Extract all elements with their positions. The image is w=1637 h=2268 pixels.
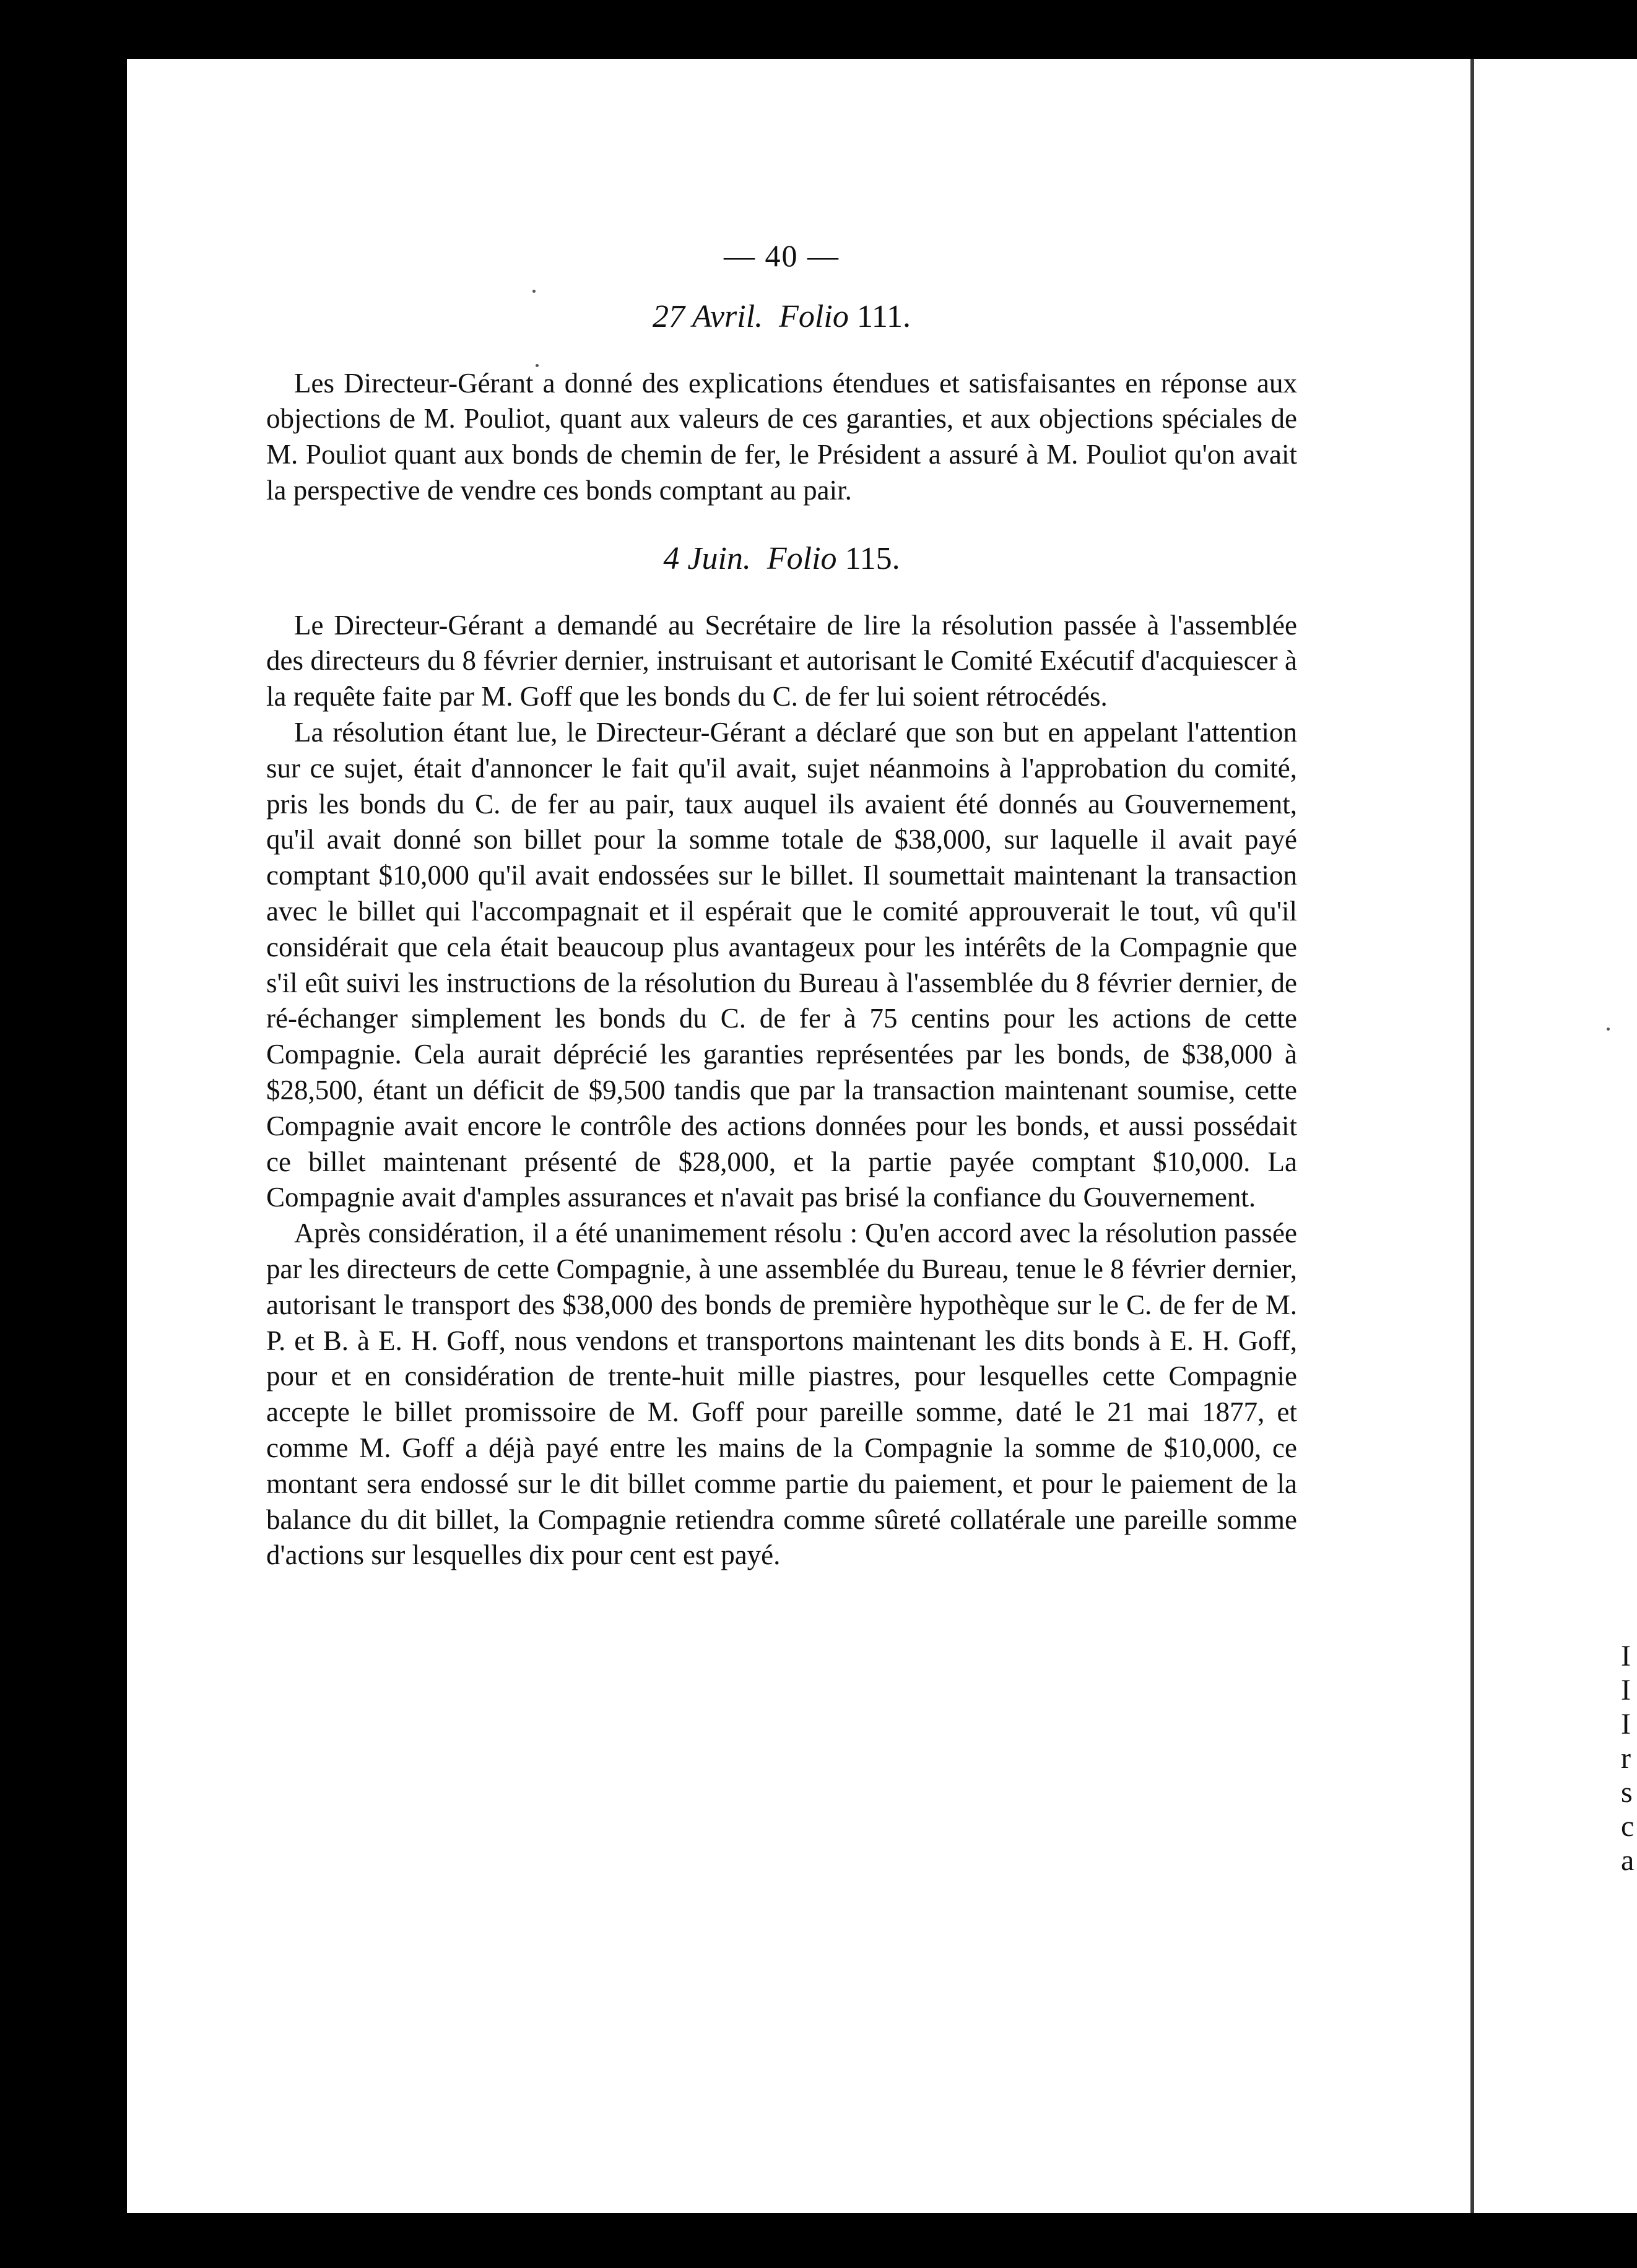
facing-page-fragment: s xyxy=(1621,1776,1633,1809)
paragraph: Après considération, il a été unanimement résolu : Qu'en accord avec la résolution passée par les directeurs de cette Compagnie, à une assemblée du Bureau, tenue le 8 février dernier, autorisant le transport des $38,000 des bonds de première hypothèque sur le C. de fer de M. P. et B. à E. H. Goff, nous vendons et transportons maintenant les dits bonds à E. H. Goff, pour et en considération de trente-huit mille piastres, pour lesquelles cette Compagnie accepte le billet promissoire de M. Goff pour pareille somme, daté le 21 mai 1877, et comme M. Goff a déjà payé entre les mains de la Compagnie la somme de $10,000, ce montant sera endossé sur le dit billet comme partie du paiement, et pour le paiement de la balance du dit billet, la Compagnie retiendra comme sûreté collatérale une pareille somme d'actions sur lesquelles dix pour cent est payé. xyxy=(266,1218,1297,1571)
folio-number: 111. xyxy=(856,298,911,334)
facing-page-edge xyxy=(1486,59,1637,2213)
section-heading xyxy=(266,299,1297,335)
folio-number: 115. xyxy=(845,540,900,576)
facing-page-fragment: I xyxy=(1621,1708,1631,1741)
facing-page-fragment: c xyxy=(1621,1810,1635,1843)
paragraph: Les Directeur-Gérant a donné des explications étendues et satisfaisantes en réponse aux objections de M. Pouliot, quant aux valeurs de ces garanties, et aux objections spéciales de M. Pouliot quant aux bonds de chemin de fer, le Président a assuré à M. Pouliot qu'on avait la perspective de vendre ces bonds comptant au pair. xyxy=(266,367,1297,506)
document-body xyxy=(266,238,1297,1573)
specks xyxy=(1607,1028,1610,1031)
section-date: 27 Avril. xyxy=(653,298,763,334)
paragraph: Le Directeur-Gérant a demandé au Secrétaire de lire la résolution passée à l'assemblée des directeurs du 8 février dernier, instruisant et autorisant le Comité Exécutif d'acquiescer à la requête faite par M. Goff que les bonds du C. de fer lui soient rétrocédés. xyxy=(266,609,1297,712)
page-spine xyxy=(1470,59,1474,2213)
facing-page-fragment: a xyxy=(1621,1844,1635,1877)
paragraph: La résolution étant lue, le Directeur-Gérant a déclaré que son but en appelant l'attention sur ce sujet, était d'annoncer le fait qu'il avait, sujet néanmoins à l'approbation du comité, pris les bonds du C. de fer au pair, taux auquel ils avaient été donnés au Gouvernement, qu'il avait donné son billet pour la somme totale de $38,000, sur laquelle il avait payé comptant $10,000 qu'il avait endossées sur le billet. Il soumettait maintenant la transaction avec le billet qui l'accompagnait et il espérait que le comité approuverait le tout, vû qu'il considérait que cela était beaucoup plus avantageux pour les intérêts de la Compagnie que s'il eût suivi les instructions de la résolution du Bureau à l'assemblée du 8 février dernier, de ré-échanger simplement les bonds du C. de fer à 75 centins pour les actions de cette Compagnie. Cela aurait déprécié les garanties représentées par les bonds, de $38,000 à $28,500, étant un déficit de $9,500 tandis que par la transaction maintenant soumise, cette Compagnie avait encore le contrôle des actions données pour les bonds, et aussi possédait ce billet maintenant présenté de $28,000, et la partie payée comptant $10,000. La Compagnie avait d'amples assurances et n'avait pas brisé la confiance du Gouvernement. xyxy=(266,716,1297,1213)
facing-page-fragment: r xyxy=(1621,1742,1631,1775)
facing-page-fragment: I xyxy=(1621,1640,1631,1673)
section-heading xyxy=(266,541,1297,577)
folio-label: Folio xyxy=(766,540,837,576)
section-date: 4 Juin. xyxy=(663,540,751,576)
folio-label: Folio xyxy=(779,298,849,334)
page-number: — 40 — xyxy=(724,238,840,273)
facing-page-fragment: I xyxy=(1621,1674,1631,1707)
